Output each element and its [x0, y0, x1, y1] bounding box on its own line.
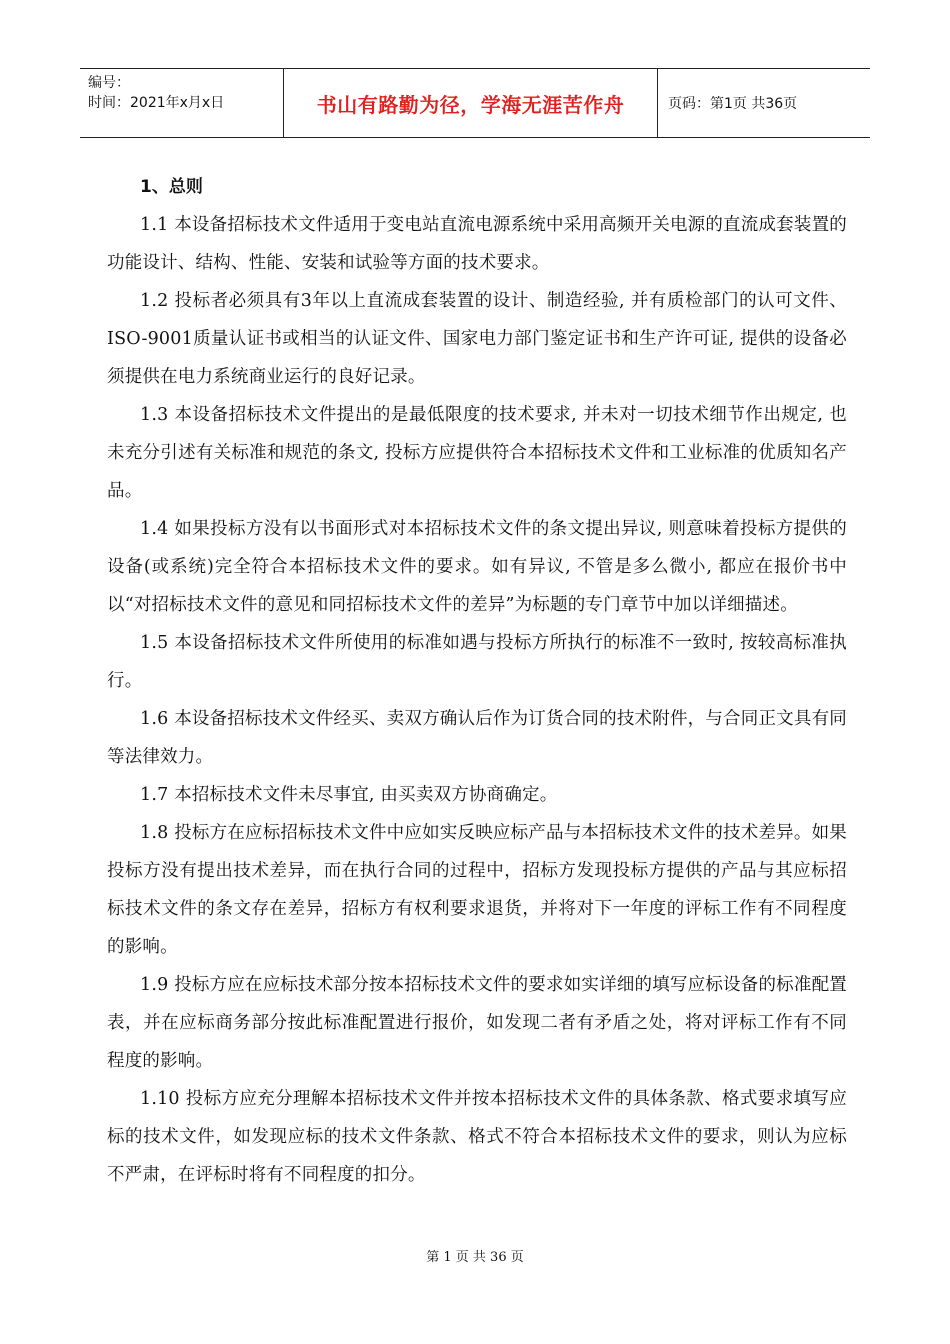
paragraph-1-3: 1.3 本设备招标技术文件提出的是最低限度的技术要求, 并未对一切技术细节作出规定, 也未充分引述有关标准和规范的条文, 投标方应提供符合本招标技术文件和工业标准的优质知名产品。	[107, 405, 847, 501]
section-title: 1、总则	[140, 177, 203, 197]
paragraph-1-10: 1.10 投标方应充分理解本招标技术文件并按本招标技术文件的具体条款、格式要求填写应标的技术文件，如发现应标的技术文件条款、格式不符合本招标技术文件的要求，则认为应标不严肃，在评标时将有不同程度的扣分。	[107, 1089, 847, 1185]
paragraph-1-4: 1.4 如果投标方没有以书面形式对本招标技术文件的条文提出异议, 则意味着投标方提供的设备(或系统)完全符合本招标技术文件的要求。如有异议, 不管是多么微小, 都应在报价书中以“对招标技术文件的意见和同招标技术文件的差异”为标题的专门章节中加以详细描述。	[107, 519, 847, 615]
paragraph-1-1: 1.1 本设备招标技术文件适用于变电站直流电源系统中采用高频开关电源的直流成套装置的功能设计、结构、性能、安装和试验等方面的技术要求。	[107, 215, 847, 273]
header-page-info: 页码：第1页 共36页	[668, 96, 798, 112]
document-number-label: 编号：	[88, 75, 130, 91]
footer-page-number: 第 1 页 共 36 页	[426, 1250, 524, 1265]
document-header	[80, 68, 870, 138]
document-body	[107, 168, 847, 1194]
header-page-info-cell	[658, 69, 870, 137]
paragraph-1-9: 1.9 投标方应在应标技术部分按本招标技术文件的要求如实详细的填写应标设备的标准配置表，并在应标商务部分按此标准配置进行报价，如发现二者有矛盾之处，将对评标工作有不同程度的影响。	[107, 975, 847, 1071]
paragraph-1-6: 1.6 本设备招标技术文件经买、卖双方确认后作为订货合同的技术附件，与合同正文具有同等法律效力。	[107, 709, 847, 767]
paragraph-1-7: 1.7 本招标技术文件未尽事宜, 由买卖双方协商确定。	[140, 785, 558, 805]
paragraph-1-2: 1.2 投标者必须具有3年以上直流成套装置的设计、制造经验, 并有质检部门的认可文件、ISO-9001质量认证书或相当的认证文件、国家电力部门鉴定证书和生产许可证, 提供的设备必须提供在电力系统商业运行的良好记录。	[107, 291, 847, 387]
header-motto-cell	[283, 69, 658, 137]
header-meta	[80, 69, 283, 137]
page-footer	[0, 1246, 950, 1265]
header-motto: 书山有路勤为径，学海无涯苦作舟	[316, 92, 625, 117]
paragraph-1-5: 1.5 本设备招标技术文件所使用的标准如遇与投标方所执行的标准不一致时, 按较高标准执行。	[107, 633, 847, 691]
paragraph-1-8: 1.8 投标方在应标招标技术文件中应如实反映应标产品与本招标技术文件的技术差异。如果投标方没有提出技术差异，而在执行合同的过程中，招标方发现投标方提供的产品与其应标招标技术文件的条文存在差异，招标方有权利要求退货，并将对下一年度的评标工作有不同程度的影响。	[107, 823, 847, 957]
document-date: 时间：2021年x月x日	[88, 95, 225, 111]
